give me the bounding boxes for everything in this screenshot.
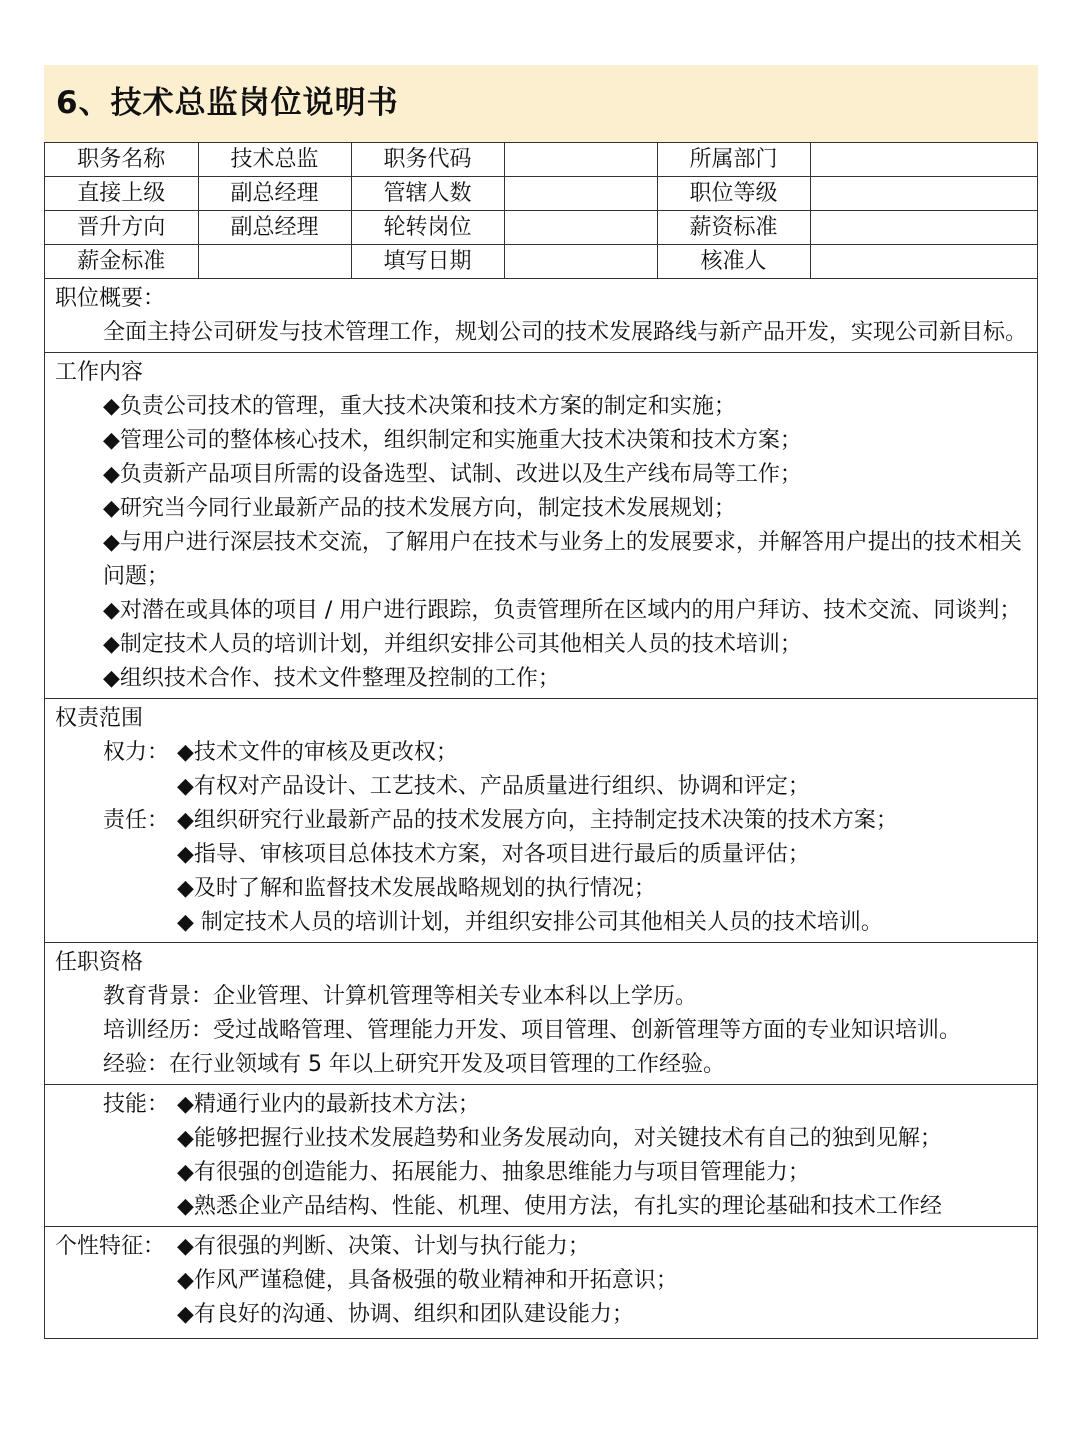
personality-label: 个性特征： bbox=[55, 1234, 166, 1259]
skill-item: ◆熟悉企业产品结构、性能、机理、使用方法，有扎实的理论基础和技术工作经 bbox=[177, 1194, 942, 1219]
overview-heading: 职位概要： bbox=[55, 286, 166, 311]
power-item: ◆有权对产品设计、工艺技术、产品质量进行组织、协调和评定； bbox=[177, 774, 810, 799]
basic-info-table bbox=[45, 143, 1037, 279]
info-cell: 所属部门 bbox=[657, 143, 810, 177]
authority-section bbox=[45, 699, 1037, 943]
work-item: ◆对潜在或具体的项目 / 用户进行跟踪，负责管理所在区域内的用户拜访、技术交流、同谈判； bbox=[103, 598, 1022, 623]
work-item: ◆与用户进行深层技术交流，了解用户在技术与业务上的发展要求，并解答用户提出的技术相关问题； bbox=[103, 530, 1022, 589]
personality-group bbox=[55, 1230, 1027, 1332]
work-item: ◆组织技术合作、技术文件整理及控制的工作； bbox=[103, 666, 560, 691]
work-section bbox=[45, 353, 1037, 699]
info-cell bbox=[504, 143, 657, 177]
info-row bbox=[45, 177, 1037, 211]
skills-section bbox=[45, 1085, 1037, 1227]
responsibility-group bbox=[55, 804, 1027, 940]
overview-section bbox=[45, 279, 1037, 353]
info-cell: 填写日期 bbox=[351, 245, 504, 279]
info-cell bbox=[810, 177, 1037, 211]
education-text: 教育背景：企业管理、计算机管理等相关专业本科以上学历。 bbox=[103, 984, 698, 1009]
title-banner bbox=[44, 65, 1038, 142]
responsibility-label: 责任： bbox=[103, 808, 170, 833]
overview-text: 全面主持公司研发与技术管理工作，规划公司的技术发展路线与新产品开发，实现公司新目标。 bbox=[103, 320, 1028, 345]
info-cell: 薪金标准 bbox=[45, 245, 198, 279]
work-item: ◆负责新产品项目所需的设备选型、试制、改进以及生产线布局等工作； bbox=[103, 462, 802, 487]
info-cell: 职务代码 bbox=[351, 143, 504, 177]
info-cell bbox=[504, 177, 657, 211]
work-item: ◆管理公司的整体核心技术，组织制定和实施重大技术决策和技术方案； bbox=[103, 428, 802, 453]
personality-item: ◆有良好的沟通、协调、组织和团队建设能力； bbox=[177, 1302, 634, 1327]
skill-item: ◆精通行业内的最新技术方法； bbox=[177, 1092, 480, 1117]
job-description-table bbox=[44, 142, 1038, 1339]
info-row bbox=[45, 143, 1037, 177]
info-cell: 核准人 bbox=[657, 245, 810, 279]
personality-item: ◆作风严谨稳健，具备极强的敬业精神和开拓意识； bbox=[177, 1268, 678, 1293]
page-title: 6、技术总监岗位说明书 bbox=[56, 85, 399, 121]
personality-section bbox=[45, 1227, 1037, 1338]
power-item: ◆技术文件的审核及更改权； bbox=[177, 740, 458, 765]
work-item: ◆研究当今同行业最新产品的技术发展方向，制定技术发展规划； bbox=[103, 496, 736, 521]
info-cell: 轮转岗位 bbox=[351, 211, 504, 245]
qualification-section bbox=[45, 943, 1037, 1085]
skills-label: 技能： bbox=[103, 1092, 170, 1117]
responsibility-item: ◆组织研究行业最新产品的技术发展方向，主持制定技术决策的技术方案； bbox=[177, 808, 898, 833]
personality-item: ◆有很强的判断、决策、计划与执行能力； bbox=[177, 1234, 590, 1259]
power-label: 权力： bbox=[103, 740, 170, 765]
info-cell: 技术总监 bbox=[198, 143, 351, 177]
info-cell: 薪资标准 bbox=[657, 211, 810, 245]
info-row bbox=[45, 211, 1037, 245]
work-heading: 工作内容 bbox=[55, 360, 144, 385]
qualification-heading: 任职资格 bbox=[55, 950, 144, 975]
authority-heading: 权责范围 bbox=[55, 706, 144, 731]
training-text: 培训经历：受过战略管理、管理能力开发、项目管理、创新管理等方面的专业知识培训。 bbox=[103, 1018, 962, 1043]
info-cell bbox=[810, 245, 1037, 279]
info-cell: 直接上级 bbox=[45, 177, 198, 211]
info-cell bbox=[810, 143, 1037, 177]
info-cell: 职位等级 bbox=[657, 177, 810, 211]
responsibility-item: ◆及时了解和监督技术发展战略规划的执行情况； bbox=[177, 876, 656, 901]
skills-group bbox=[55, 1088, 1027, 1224]
experience-text: 经验：在行业领域有 5 年以上研究开发及项目管理的工作经验。 bbox=[103, 1052, 725, 1077]
info-row bbox=[45, 245, 1037, 279]
info-cell: 管辖人数 bbox=[351, 177, 504, 211]
skill-item: ◆能够把握行业技术发展趋势和业务发展动向，对关键技术有自己的独到见解； bbox=[177, 1126, 942, 1151]
work-item: ◆制定技术人员的培训计划，并组织安排公司其他相关人员的技术培训； bbox=[103, 632, 802, 657]
info-cell: 职务名称 bbox=[45, 143, 198, 177]
info-cell: 副总经理 bbox=[198, 211, 351, 245]
info-cell bbox=[504, 245, 657, 279]
info-cell: 副总经理 bbox=[198, 177, 351, 211]
responsibility-item: ◆指导、审核项目总体技术方案，对各项目进行最后的质量评估； bbox=[177, 842, 810, 867]
info-cell bbox=[198, 245, 351, 279]
work-item: ◆负责公司技术的管理，重大技术决策和技术方案的制定和实施； bbox=[103, 394, 736, 419]
responsibility-item: ◆ 制定技术人员的培训计划，并组织安排公司其他相关人员的技术培训。 bbox=[177, 910, 883, 935]
info-cell: 晋升方向 bbox=[45, 211, 198, 245]
power-group bbox=[55, 736, 1027, 804]
info-cell bbox=[810, 211, 1037, 245]
info-cell bbox=[504, 211, 657, 245]
skill-item: ◆有很强的创造能力、拓展能力、抽象思维能力与项目管理能力； bbox=[177, 1160, 810, 1185]
